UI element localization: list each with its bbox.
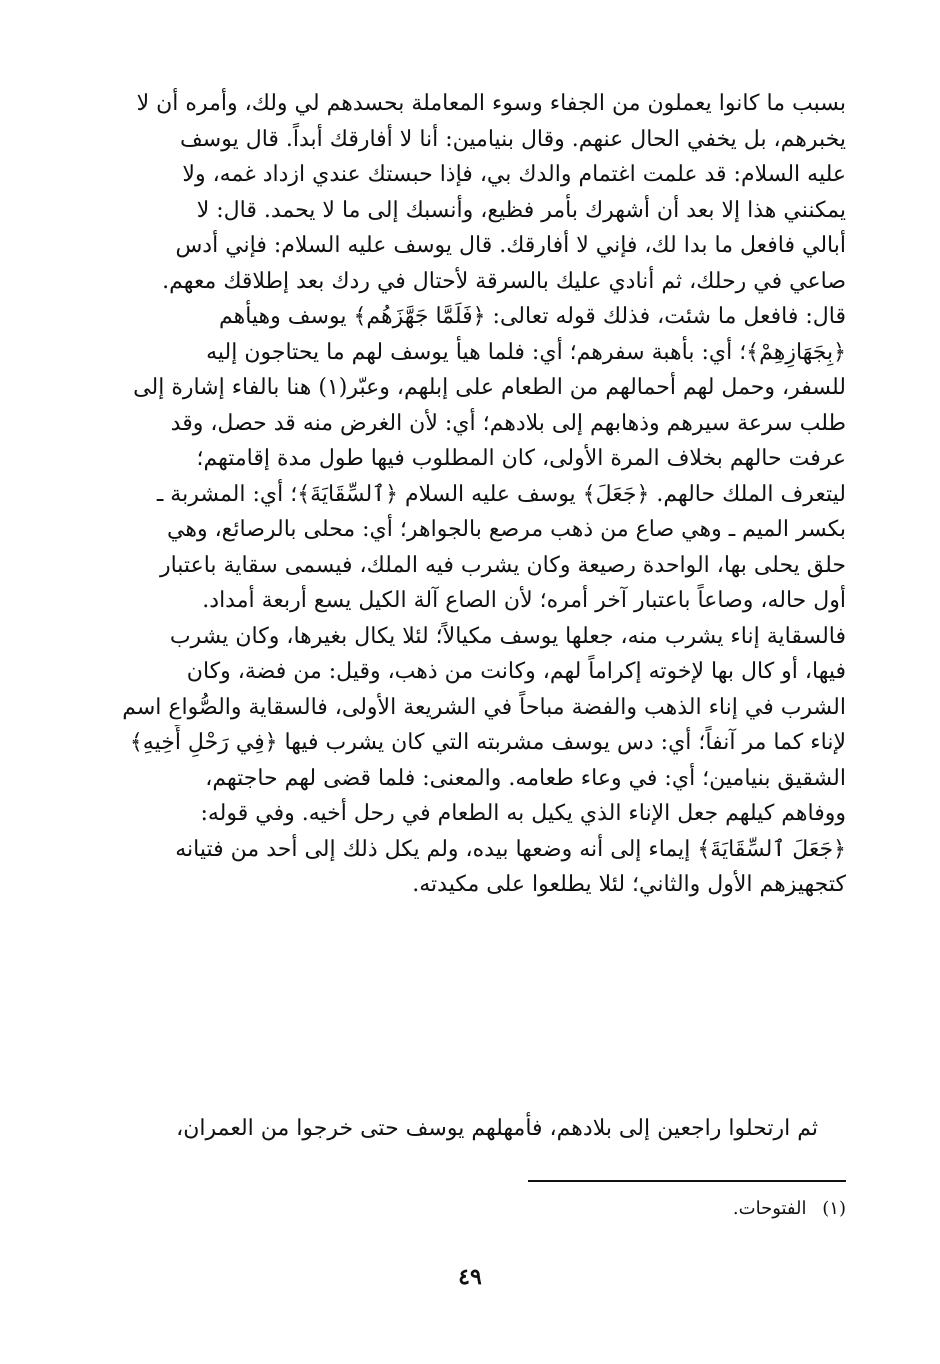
main-paragraph [78,86,846,903]
text-line: الشقيق بنيامين؛ أي: في وعاء طعامه. والمعنى: فلما قضى لهم حاجتهم، [205,765,846,791]
text-line: ووفاهم كيلهم جعل الإناء الذي يكيل به الطعام في رحل أخيه. وفي قوله: [200,801,846,826]
text-line: عليه السلام: قد علمت اغتمام والدك بي، فإذا حبستك عندي ازداد غمه، ولا [182,162,846,187]
text-line: قال: فافعل ما شئت، فذلك قوله تعالى: ﴿فَلَمَّا جَهَّزَهُم﴾ يوسف وهيأهم [218,304,846,329]
footnote-text: الفتوحات. [732,1198,807,1219]
text-line: بكسر الميم ـ وهي صاع من ذهب مرصع بالجواهر؛ أي: محلى بالرصائع، وهي [167,517,846,542]
text-line: أبالي فافعل ما بدا لك، فإني لا أفارقك. قال يوسف عليه السلام: فإني أدس [175,233,846,258]
footnote-divider [528,1180,846,1182]
text-line: كتجهيزهم الأول والثاني؛ لئلا يطلعوا على مكيدته. [412,872,846,897]
text-line: بسبب ما كانوا يعملون من الجفاء وسوء المعاملة بحسدهم لي ولك، وأمره أن لا [136,91,846,116]
text-line: حلق يحلى بها، الواحدة رصيعة وكان يشرب فيه الملك، فيسمى سقاية باعتبار [159,552,846,578]
text-line: عرفت حالهم بخلاف المرة الأولى، كان المطلوب فيها طول مدة إقامتهم؛ [196,446,846,471]
text-line: أول حاله، وصاعاً باعتبار آخر أمره؛ لأن الصاع آلة الكيل يسع أربعة أمداد. [202,588,846,613]
text-line: فيها، أو كال بها لإخوته إكراماً لهم، وكانت من ذهب، وقيل: من فضة، وكان [186,659,846,684]
page-number: ٤٩ [458,1264,482,1290]
text-line: للسفر، وحمل لهم أحمالهم من الطعام على إبلهم، وعبّر(١) هنا بالفاء إشارة إلى [133,375,846,400]
text-line: يمكنني هذا إلا بعد أن أشهرك بأمر فظيع، وأنسبك إلى ما لا يحمد. قال: لا [196,197,846,223]
last-paragraph [78,1111,846,1147]
footnote-marker: (١) [822,1198,846,1219]
text-line: لإناء كما مر آنفاً؛ أي: دس يوسف مشربته التي كان يشرب فيها ﴿فِي رَحْلِ أَخِيهِ﴾ [129,730,846,755]
text-line: صاعي في رحلك، ثم أنادي عليك بالسرقة لأحتال في ردك بعد إطلاقك معهم. [162,268,846,294]
text-line: طلب سرعة سيرهم وذهابهم إلى بلادهم؛ أي: لأن الغرض منه قد حصل، وقد [170,410,846,436]
text-line: ليتعرف الملك حالهم. ﴿جَعَلَ﴾ يوسف عليه السلام ﴿ٱلسِّقَايَةَ﴾؛ أي: المشربة ـ [156,481,846,507]
text-line: فالسقاية إناء يشرب منه، جعلها يوسف مكيالاً؛ لئلا يكال بغيرها، وكان يشرب [169,623,846,649]
text-line: الشرب في إناء الذهب والفضة مباحاً في الشريعة الأولى، فالسقاية والصُّواع اسم [122,694,846,720]
text-line: ﴿بِجَهَازِهِمْ﴾؛ أي: بأهبة سفرهم؛ أي: فلما هيأ يوسف لهم ما يحتاجون إليه [206,339,846,365]
text-line: ﴿جَعَلَ ٱلسِّقَايَةَ﴾ إيماء إلى أنه وضعها بيده، ولم يكل ذلك إلى أحد من فتيانه [175,836,846,862]
text-line: ثم ارتحلوا راجعين إلى بلادهم، فأمهلهم يوسف حتى خرجوا من العمران، [176,1116,818,1141]
footnote [733,1196,846,1222]
text-line: يخبرهم، بل يخفي الحال عنهم. وقال بنيامين: أنا لا أفارقك أبداً. قال يوسف [180,126,846,152]
